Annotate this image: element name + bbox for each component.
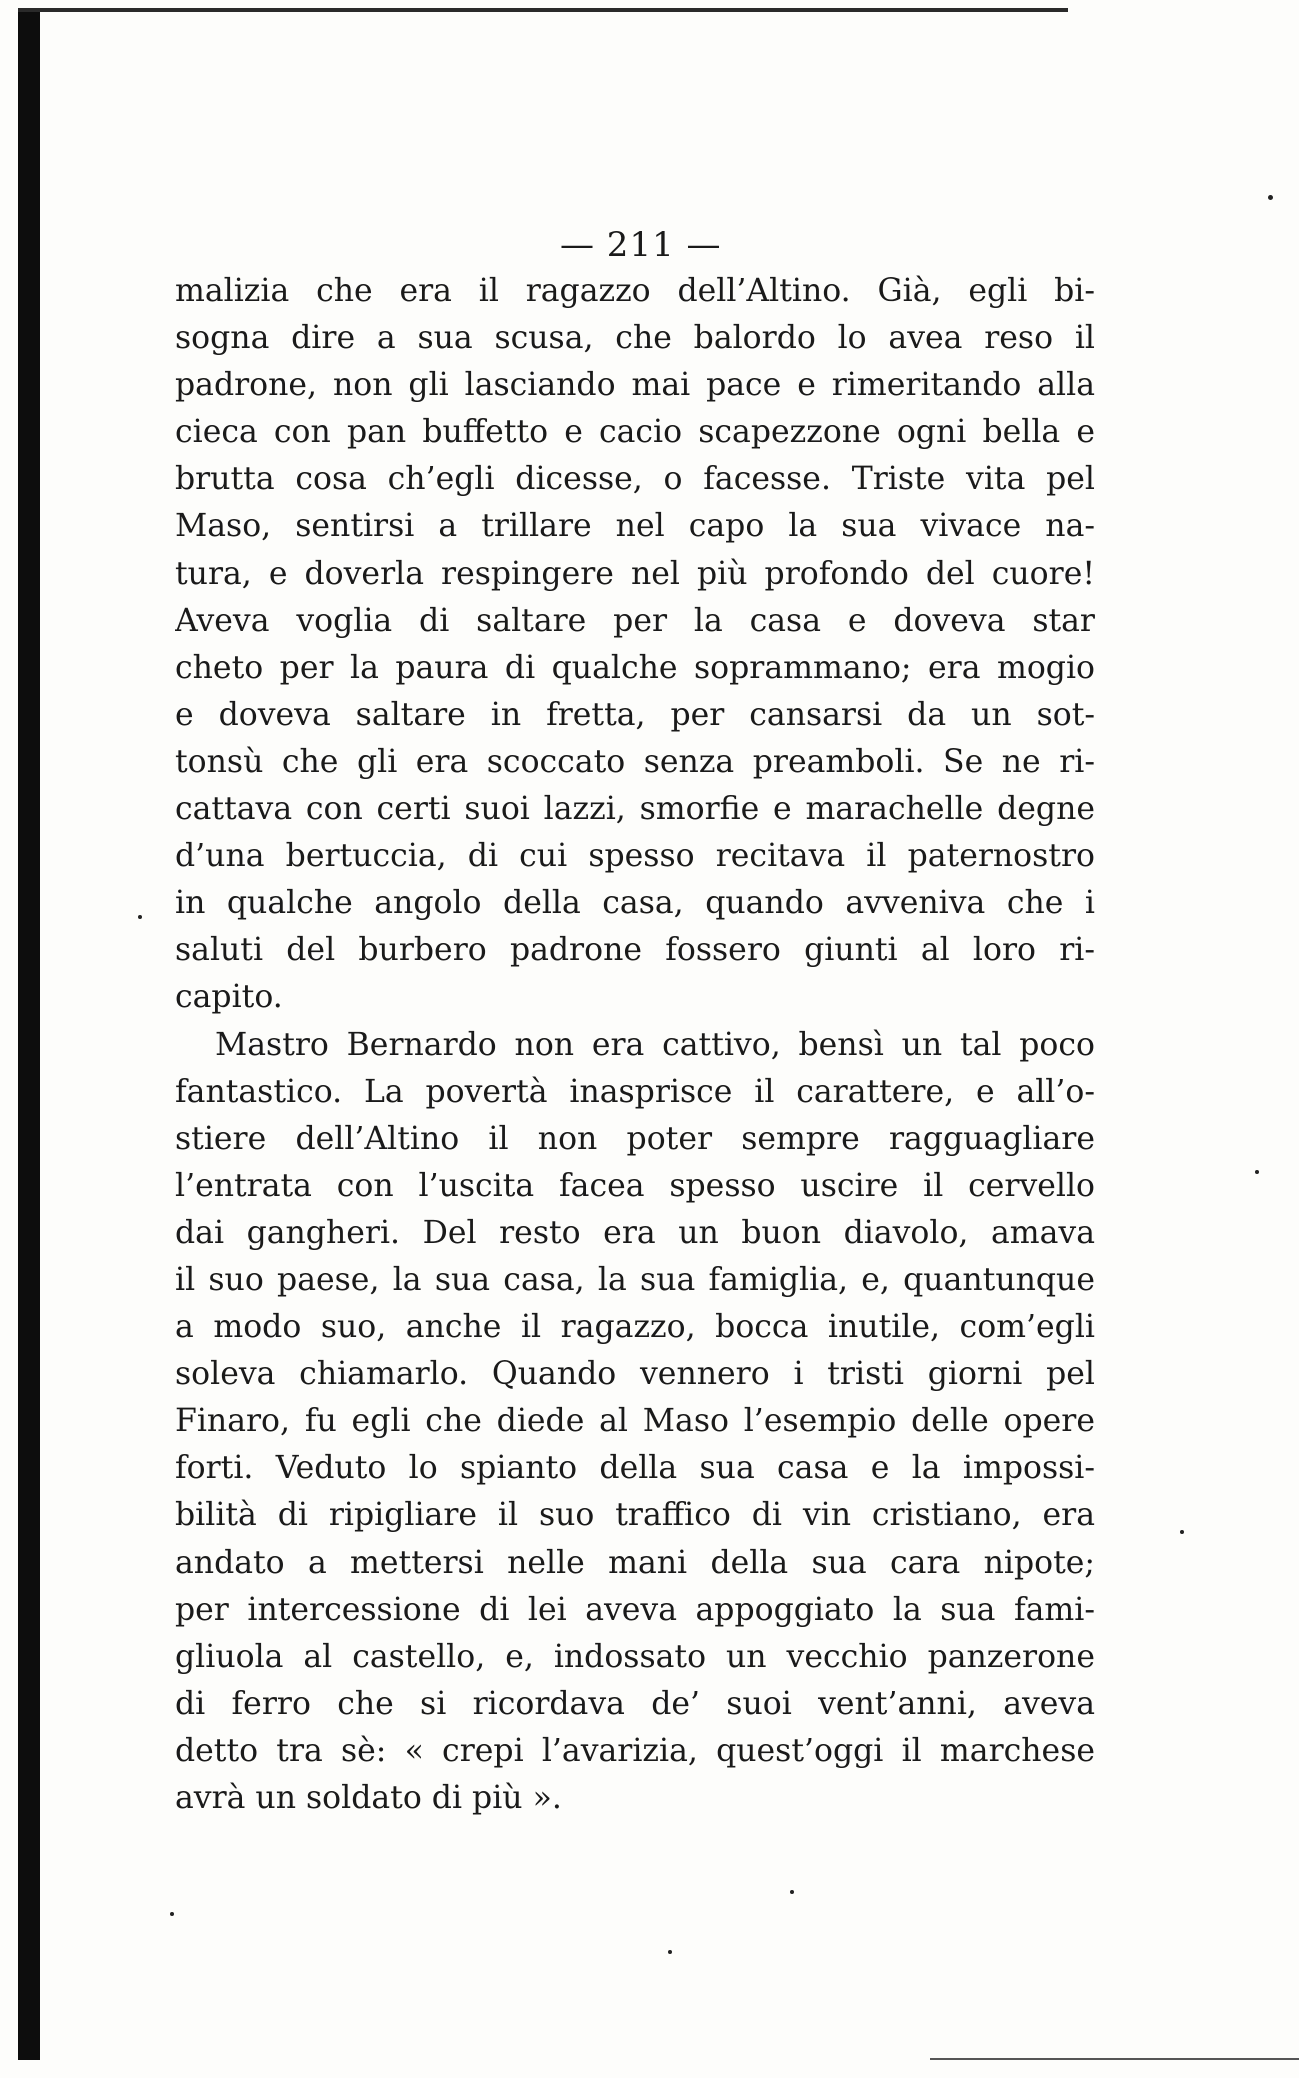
text-line: gliuola al castello, e, indossato un vecchio panzerone	[175, 1638, 1095, 1675]
text-line: Finaro, fu egli che diede al Maso l’esempio delle opere	[175, 1403, 1095, 1440]
page-top-edge	[18, 8, 1068, 12]
paragraph-1	[175, 268, 1095, 1022]
scan-speck	[170, 1912, 174, 1916]
text-line: avrà un soldato di più ».	[175, 1780, 562, 1816]
text-line: soleva chiamarlo. Quando vennero i tristi giorni pel	[175, 1356, 1095, 1393]
text-line: malizia che era il ragazzo dell’Altino. Già, egli bi-	[175, 273, 1095, 309]
scan-speck	[668, 1950, 672, 1954]
text-line: il suo paese, la sua casa, la sua famiglia, e, quantunque	[175, 1261, 1095, 1298]
page-left-edge	[18, 10, 40, 2060]
paragraph-2	[175, 1022, 1095, 1823]
text-line: tonsù che gli era scoccato senza preamboli. Se ne ri-	[175, 743, 1095, 780]
scan-speck	[1180, 1530, 1184, 1534]
text-line: fantastico. La povertà inasprisce il carattere, e all’o-	[175, 1073, 1095, 1110]
text-line: cieca con pan buffetto e cacio scapezzone ogni bella e	[175, 414, 1095, 451]
text-line: Aveva voglia di saltare per la casa e doveva star	[175, 602, 1095, 639]
text-line: Maso, sentirsi a trillare nel capo la sua vivace na-	[175, 508, 1095, 545]
text-line: tura, e doverla respingere nel più profondo del cuore!	[175, 555, 1095, 592]
text-line: per intercessione di lei aveva appoggiato la sua fami-	[175, 1591, 1095, 1628]
scan-speck	[1255, 1170, 1259, 1174]
text-line: a modo suo, anche il ragazzo, bocca inutile, com’egli	[175, 1309, 1095, 1346]
text-line: padrone, non gli lasciando mai pace e rimeritando alla	[175, 367, 1095, 404]
text-line: cheto per la paura di qualche soprammano; era mogio	[175, 649, 1095, 686]
text-line: Mastro Bernardo non era cattivo, bensì un tal poco	[215, 1026, 1095, 1063]
scan-speck	[138, 915, 142, 919]
scan-speck	[1268, 195, 1273, 200]
text-line: dai gangheri. Del resto era un buon diavolo, amava	[175, 1214, 1095, 1251]
text-line: stiere dell’Altino il non poter sempre ragguagliare	[175, 1120, 1095, 1157]
text-line: bilità di ripigliare il suo traffico di vin cristiano, era	[175, 1497, 1095, 1534]
page-bottom-edge	[930, 2058, 1299, 2060]
text-line: capito.	[175, 979, 283, 1016]
text-line: di ferro che si ricordava de’ suoi vent’anni, aveva	[175, 1685, 1095, 1722]
text-line: cattava con certi suoi lazzi, smorfie e marachelle degne	[175, 791, 1095, 828]
scan-speck	[790, 1890, 794, 1894]
text-line: in qualche angolo della casa, quando avveniva che i	[175, 885, 1095, 922]
text-line: saluti del burbero padrone fossero giunti al loro ri-	[175, 932, 1095, 969]
text-line: l’entrata con l’uscita facea spesso uscire il cervello	[175, 1167, 1095, 1204]
text-line: detto tra sè: « crepi l’avarizia, quest’oggi il marchese	[175, 1732, 1095, 1769]
text-line: e doveva saltare in fretta, per cansarsi da un sot-	[175, 696, 1095, 733]
body-text	[175, 268, 1095, 1822]
text-line: forti. Veduto lo spianto della sua casa e la impossi-	[175, 1450, 1095, 1487]
text-line: d’una bertuccia, di cui spesso recitava il paternostro	[175, 838, 1095, 875]
page-number: — 211 —	[560, 225, 722, 265]
text-line: brutta cosa ch’egli dicesse, o facesse. Triste vita pel	[175, 461, 1095, 498]
text-line: andato a mettersi nelle mani della sua cara nipote;	[175, 1544, 1095, 1581]
text-line: sogna dire a sua scusa, che balordo lo avea reso il	[175, 320, 1095, 357]
